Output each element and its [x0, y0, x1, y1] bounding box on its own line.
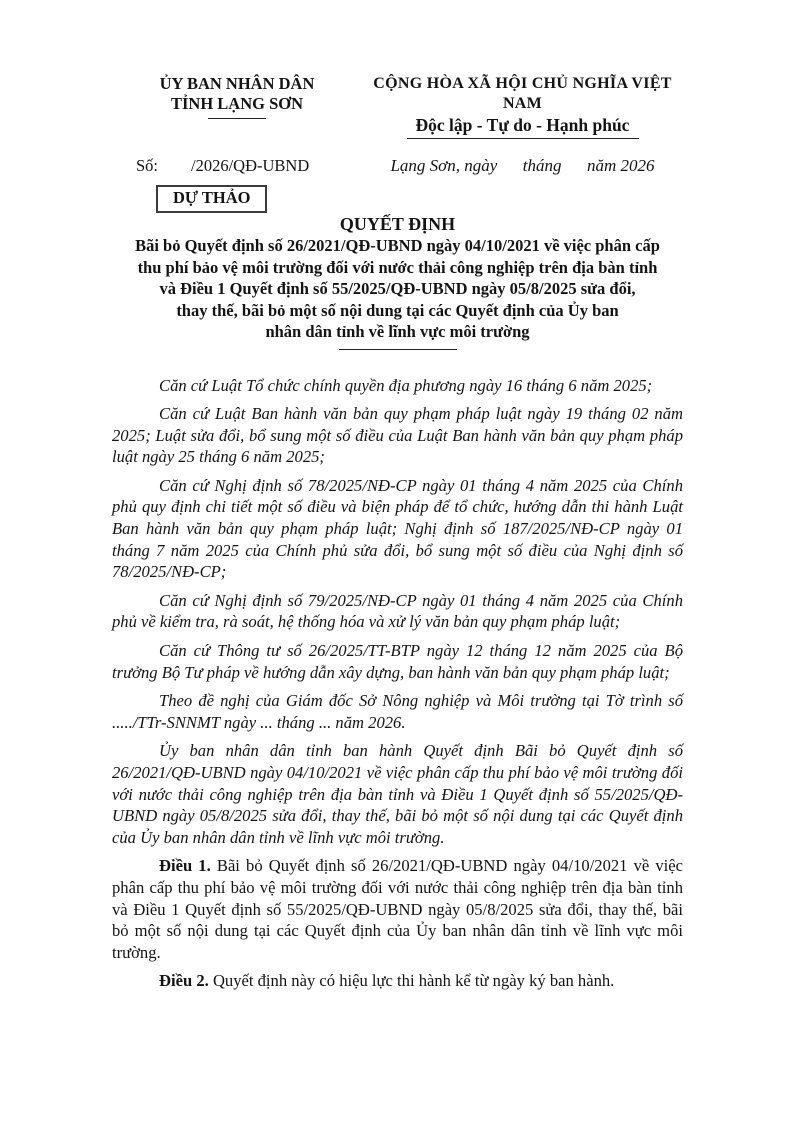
decision-subtitle-line: Bãi bỏ Quyết định số 26/2021/QĐ-UBND ngày 04/10/2021 về việc phân cấp	[135, 236, 660, 255]
document-body	[112, 375, 683, 992]
decision-subtitle	[112, 235, 683, 343]
proposal-paragraph: Theo đề nghị của Giám đốc Sở Nông nghiệp và Môi trường tại Tờ trình số ...../TTr-SNNMT ngày ... tháng ... năm 2026.	[112, 691, 683, 732]
national-motto: Độc lập - Tự do - Hạnh phúc	[415, 115, 630, 135]
issuing-authority-block	[112, 74, 362, 119]
decision-heading: QUYẾT ĐỊNH	[339, 214, 456, 234]
national-title: CỘNG HÒA XÃ HỘI CHỦ NGHĨA VIỆT NAM	[373, 75, 672, 112]
issuing-province-name: TỈNH LẠNG SƠN	[170, 94, 304, 113]
article-2-text: Quyết định này có hiệu lực thi hành kể từ ngày ký ban hành.	[212, 971, 615, 991]
article-1-text: Bãi bỏ Quyết định số 26/2021/QĐ-UBND ngày 04/10/2021 về việc phân cấp thu phí bảo vệ môi trường đối với nước thải công nghiệp trên địa bàn tỉnh và Điều 1 Quyết định số 55/2025/QĐ-UBND ngày 05/8/2025 sửa đổi, thay thế, bãi bỏ một số nội dung tại các Quyết định của Ủy ban nhân dân tỉnh về lĩnh vực môi trường.	[112, 856, 683, 962]
national-header-block	[362, 74, 683, 139]
document-meta-row	[112, 156, 683, 176]
legal-basis-paragraph-5: Căn cứ Thông tư số 26/2025/TT-BTP ngày 12 tháng 12 năm 2025 của Bộ trưởng Bộ Tư pháp về hướng dẫn xây dựng, ban hành văn bản quy phạm pháp luật;	[112, 641, 683, 682]
article-2-paragraph	[112, 970, 683, 992]
motto-underline	[407, 138, 639, 139]
article-1-label: Điều 1.	[159, 856, 211, 876]
legal-basis-paragraph-3: Căn cứ Nghị định số 78/2025/NĐ-CP ngày 01 tháng 4 năm 2025 của Chính phủ quy định chi tiết một số điều và biện pháp để tổ chức, hướng dẫn thi hành Luật Ban hành văn bản quy phạm pháp luật; Nghị định số 187/2025/NĐ-CP ngày 01 tháng 7 năm 2025 của Chính phủ sửa đổi, bổ sung một số điều của Nghị định số 78/2025/NĐ-CP;	[112, 475, 683, 582]
decision-subtitle-line: thu phí bảo vệ môi trường đối với nước thải công nghiệp trên địa bàn tỉnh	[137, 257, 658, 277]
place-and-date: Lạng Sơn, ngày tháng năm 2026	[390, 156, 655, 175]
title-underline	[339, 349, 457, 350]
draft-stamp-row	[112, 185, 683, 212]
article-2-label: Điều 2.	[159, 971, 209, 991]
decision-subtitle-line: thay thế, bãi bỏ một số nội dung tại các Quyết định của Ủy ban	[176, 300, 619, 320]
document-number: Số: /2026/QĐ-UBND	[136, 156, 310, 175]
draft-stamp-box: DỰ THẢO	[156, 185, 267, 213]
legal-basis-paragraph-4: Căn cứ Nghị định số 79/2025/NĐ-CP ngày 01 tháng 4 năm 2025 của Chính phủ về kiểm tra, rà soát, hệ thống hóa và xử lý văn bản quy phạm pháp luật;	[112, 590, 683, 632]
decision-subtitle-line: nhân dân tỉnh về lĩnh vực môi trường	[265, 322, 530, 341]
enactment-paragraph: Ủy ban nhân dân tỉnh ban hành Quyết định Bãi bỏ Quyết định số 26/2021/QĐ-UBND ngày 04/10/2021 về việc phân cấp thu phí bảo vệ môi trường đối với nước thải công nghiệp trên địa bàn tỉnh và Điều 1 Quyết định số 55/2025/QĐ-UBND ngày 05/8/2025 sửa đổi, thay thế, bãi bỏ một số nội dung tại các Quyết định của Ủy ban nhân dân tỉnh về lĩnh vực môi trường.	[112, 741, 683, 847]
authority-underline	[208, 118, 266, 119]
legal-basis-paragraph-2: Căn cứ Luật Ban hành văn bản quy phạm pháp luật ngày 19 tháng 02 năm 2025; Luật sửa đổi, bổ sung một số điều của Luật Ban hành văn bản quy phạm pháp luật ngày 25 tháng 6 năm 2025;	[112, 404, 683, 467]
legal-basis-paragraph-1: Căn cứ Luật Tổ chức chính quyền địa phương ngày 16 tháng 6 năm 2025;	[159, 375, 653, 395]
article-1-paragraph	[112, 855, 683, 963]
decision-subtitle-line: và Điều 1 Quyết định số 55/2025/QĐ-UBND ngày 05/8/2025 sửa đổi,	[159, 279, 636, 298]
issuing-authority-name: ỦY BAN NHÂN DÂN	[159, 74, 315, 93]
document-header	[112, 74, 683, 139]
